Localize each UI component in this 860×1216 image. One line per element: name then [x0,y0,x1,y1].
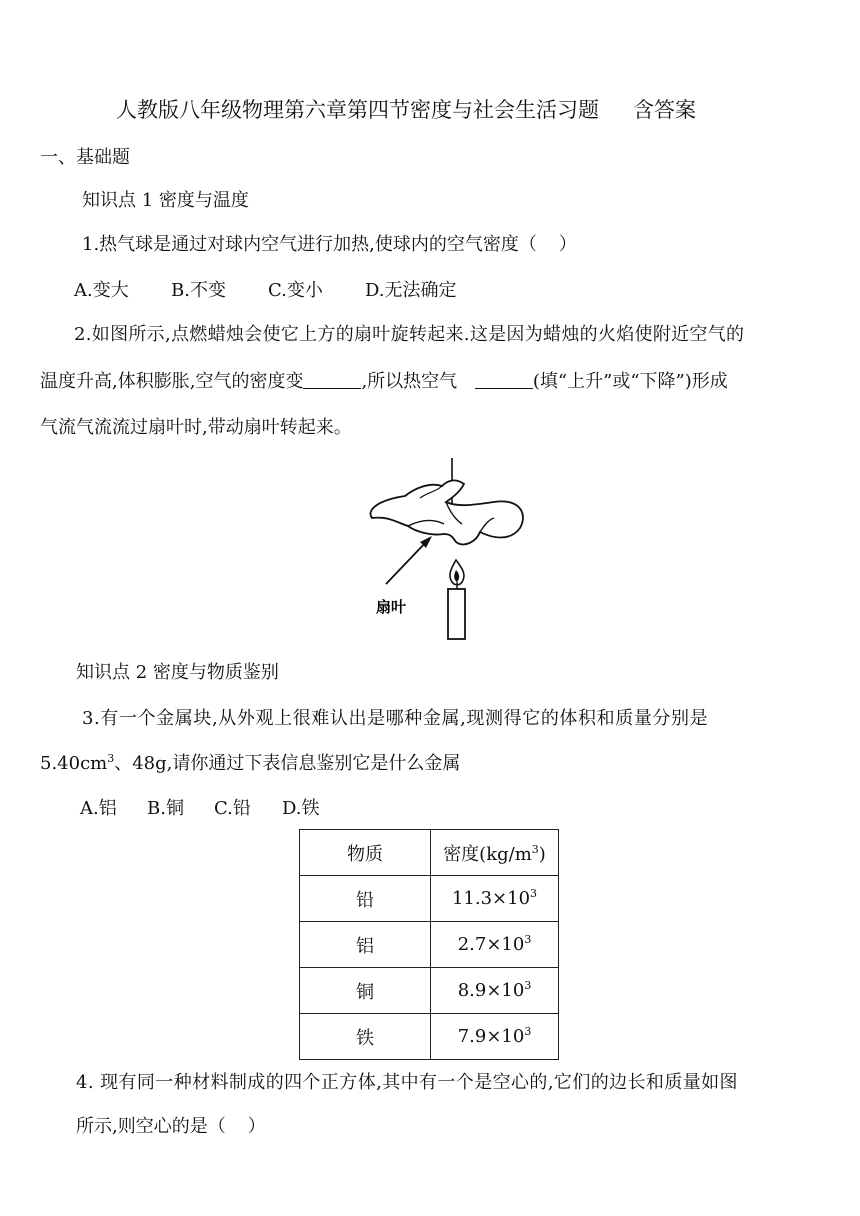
question-4-paren: ） [247,1116,266,1137]
question-3-option-a[interactable]: A.铝 [80,798,117,819]
header-density: 密度$(kg/m^3)$ [431,830,559,876]
density-cell: $2.7\times 10^3$ [431,922,559,968]
substance-cell: 铁 [300,1014,431,1060]
question-2-line-1: 2.如图所示,点燃蜡烛会使它上方的扇叶旋转起来.这是因为蜡烛的火焰使附近空气的 [74,324,745,345]
question-2-text-c: (填“上升”或“下降”)形成 [532,371,728,392]
question-4-text: 所示,则空心的是（ [76,1116,226,1137]
substance-cell: 铅 [300,876,431,922]
knowledge-point-1-heading: 知识点 1 密度与温度 [82,190,249,211]
header-substance: 物质 [300,830,431,876]
density-table [299,829,559,1060]
substance-cell: 铝 [300,922,431,968]
question-1-options [74,279,457,303]
question-2-text-a: 温度升高,体积膨胀,空气的密度变 [40,371,304,392]
fan-blade-label: 扇叶 [376,598,407,616]
question-3-line-1: 3.有一个金属块,从外观上很难认出是哪种金属,现测得它的体积和质量分别是 [82,708,709,729]
question-3-option-b[interactable]: B.铜 [147,798,184,819]
table-row [300,876,559,922]
question-1-option-c[interactable]: C.变小 [268,280,323,301]
question-1-option-a[interactable]: A.变大 [74,280,129,301]
table-row [300,1014,559,1060]
question-4-line-2 [76,1115,266,1139]
candle-body [448,589,465,639]
question-3-line-2 [40,752,460,776]
question-2-text-b: ,所以热空气 [361,371,463,392]
fan-candle-figure [360,458,540,643]
question-1-option-d[interactable]: D.无法确定 [365,280,457,301]
question-3-options [80,797,320,821]
substance-cell: 铜 [300,968,431,1014]
question-3-option-d[interactable]: D.铁 [282,798,320,819]
question-3-option-c[interactable]: C.铅 [214,798,251,819]
density-cell: $8.9\times 10^3$ [431,968,559,1014]
density-cell: $7.9\times 10^3$ [431,1014,559,1060]
table-row [300,922,559,968]
volume-exponent: 3 [107,752,115,765]
title-main: 人教版八年级物理第六章第四节密度与社会生活习题 [116,98,599,122]
fan-blade-shape [370,480,522,544]
title-answer-note: 含答案 [633,98,696,122]
question-1-text: 1.热气球是通过对球内空气进行加热,使球内的空气密度（ [82,234,537,255]
question-3-text: 、48g,请你通过下表信息鉴别它是什么金属 [114,753,461,774]
question-1-option-b[interactable]: B.不变 [171,280,226,301]
volume-value: 5.40cm [40,753,108,774]
question-4-line-1: 4. 现有同一种材料制成的四个正方体,其中有一个是空心的,它们的边长和质量如图 [76,1072,738,1093]
table-row [300,968,559,1014]
answer-blank-1[interactable] [303,370,361,389]
question-2-line-3: 气流气流流过扇叶时,带动扇叶转起来。 [40,417,352,438]
density-cell: $11.3\times 10^3$ [431,876,559,922]
answer-blank-2[interactable] [475,370,533,389]
pointer-arrow [386,540,428,584]
knowledge-point-2-heading: 知识点 2 密度与物质鉴别 [76,662,279,683]
table-header-row [300,830,559,876]
page-title [116,96,696,124]
section-heading: 一、基础题 [40,147,130,168]
question-2-line-2 [40,370,728,394]
question-1-paren: ） [558,234,577,255]
question-1-stem [82,233,577,257]
